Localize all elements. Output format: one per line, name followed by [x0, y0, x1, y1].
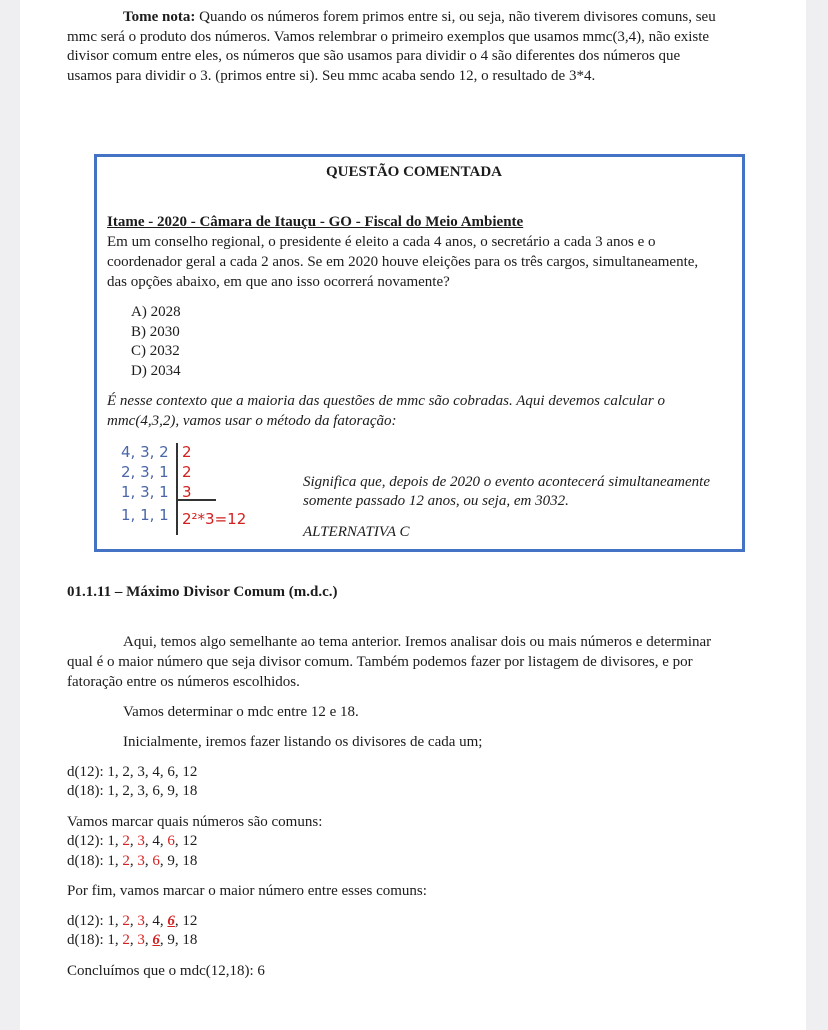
marked-divisors-12: d(12): 1, 2, 3, 4, 6, 12: [67, 833, 198, 849]
question-header: QUESTÃO COMENTADA: [326, 164, 502, 180]
mark-common-intro: Vamos marcar quais números são comuns:: [67, 814, 323, 830]
divisors-18: d(18): 1, 2, 3, 6, 9, 18: [67, 783, 198, 799]
listing-intro: Inicialmente, iremos fazer listando os divisores de cada um;: [123, 734, 483, 750]
divisors-12: d(12): 1, 2, 3, 4, 6, 12: [67, 764, 198, 780]
note-line-2: mmc será o produto dos números. Vamos relembrar o primeiro exemplos que usamos mmc(3,4), não existe: [67, 29, 710, 45]
meaning-line-1: Significa que, depois de 2020 o evento acontecerá simultaneamente: [303, 474, 710, 490]
note-text-1: Quando os números forem primos entre si, ou seja, não tiverem divisores comuns, seu: [199, 9, 716, 25]
mdc-goal: Vamos determinar o mdc entre 12 e 18.: [123, 704, 359, 720]
factor-row-1-divisor: 2: [182, 443, 192, 461]
answer-label: ALTERNATIVA C: [303, 524, 410, 540]
option-a: A) 2028: [131, 304, 181, 320]
meaning-line-2: somente passado 12 anos, ou seja, em 3032.: [303, 493, 569, 509]
option-d: D) 2034: [131, 363, 181, 379]
factor-result: 2²*3=12: [182, 510, 247, 528]
conclusion: Concluímos que o mdc(12,18): 6: [67, 963, 265, 979]
question-body-1: Em um conselho regional, o presidente é eleito a cada 4 anos, o secretário a cada 3 anos e o: [107, 234, 656, 250]
greatest-divisors-12: d(12): 1, 2, 3, 4, 6, 12: [67, 913, 198, 929]
note-line-4: usamos para dividir o 3. (primos entre si). Seu mmc acaba sendo 12, o resultado de 3*4.: [67, 68, 596, 84]
intro-line-3: fatoração entre os números escolhidos.: [67, 674, 300, 690]
factor-row-2-numbers: 2, 3, 1: [121, 463, 169, 481]
note-label: Tome nota:: [123, 9, 196, 25]
factor-row-4-numbers: 1, 1, 1: [121, 506, 169, 524]
note-line-1: [123, 7, 716, 27]
factor-row-2-divisor: 2: [182, 463, 192, 481]
greatest-divisors-18: d(18): 1, 2, 3, 6, 9, 18: [67, 932, 198, 948]
comment-line-2: mmc(4,3,2), vamos usar o método da fatoração:: [107, 413, 397, 429]
comment-line-1: É nesse contexto que a maioria das questões de mmc são cobradas. Aqui devemos calcular o: [107, 393, 665, 409]
greatest-common-18: 6: [152, 932, 160, 948]
question-source: Itame - 2020 - Câmara de Itauçu - GO - Fiscal do Meio Ambiente: [107, 214, 524, 230]
section-title: 01.1.11 – Máximo Divisor Comum (m.d.c.): [67, 584, 338, 600]
factor-divider-vertical: [176, 443, 178, 535]
intro-line-2: qual é o maior número que seja divisor comum. Também podemos fazer por listagem de divisores, e por: [67, 654, 693, 670]
question-body-3: das opções abaixo, em que ano isso ocorrerá novamente?: [107, 274, 450, 290]
factor-row-1-numbers: 4, 3, 2: [121, 443, 169, 461]
note-line-3: divisor comum entre eles, os números que são usamos para dividir o 4 são diferentes dos números que: [67, 48, 681, 64]
factor-row-3-divisor: 3: [182, 483, 192, 501]
option-c: C) 2032: [131, 343, 180, 359]
factor-row-3-numbers: 1, 3, 1: [121, 483, 169, 501]
option-b: B) 2030: [131, 324, 180, 340]
intro-line-1: Aqui, temos algo semelhante ao tema anterior. Iremos analisar dois ou mais números e determinar: [123, 634, 712, 650]
greatest-common-12: 6: [167, 913, 175, 929]
question-body-2: coordenador geral a cada 2 anos. Se em 2020 houve eleições para os três cargos, simultaneamente,: [107, 254, 699, 270]
marked-divisors-18: d(18): 1, 2, 3, 6, 9, 18: [67, 853, 198, 869]
final-mark-intro: Por fim, vamos marcar o maior número entre esses comuns:: [67, 883, 427, 899]
